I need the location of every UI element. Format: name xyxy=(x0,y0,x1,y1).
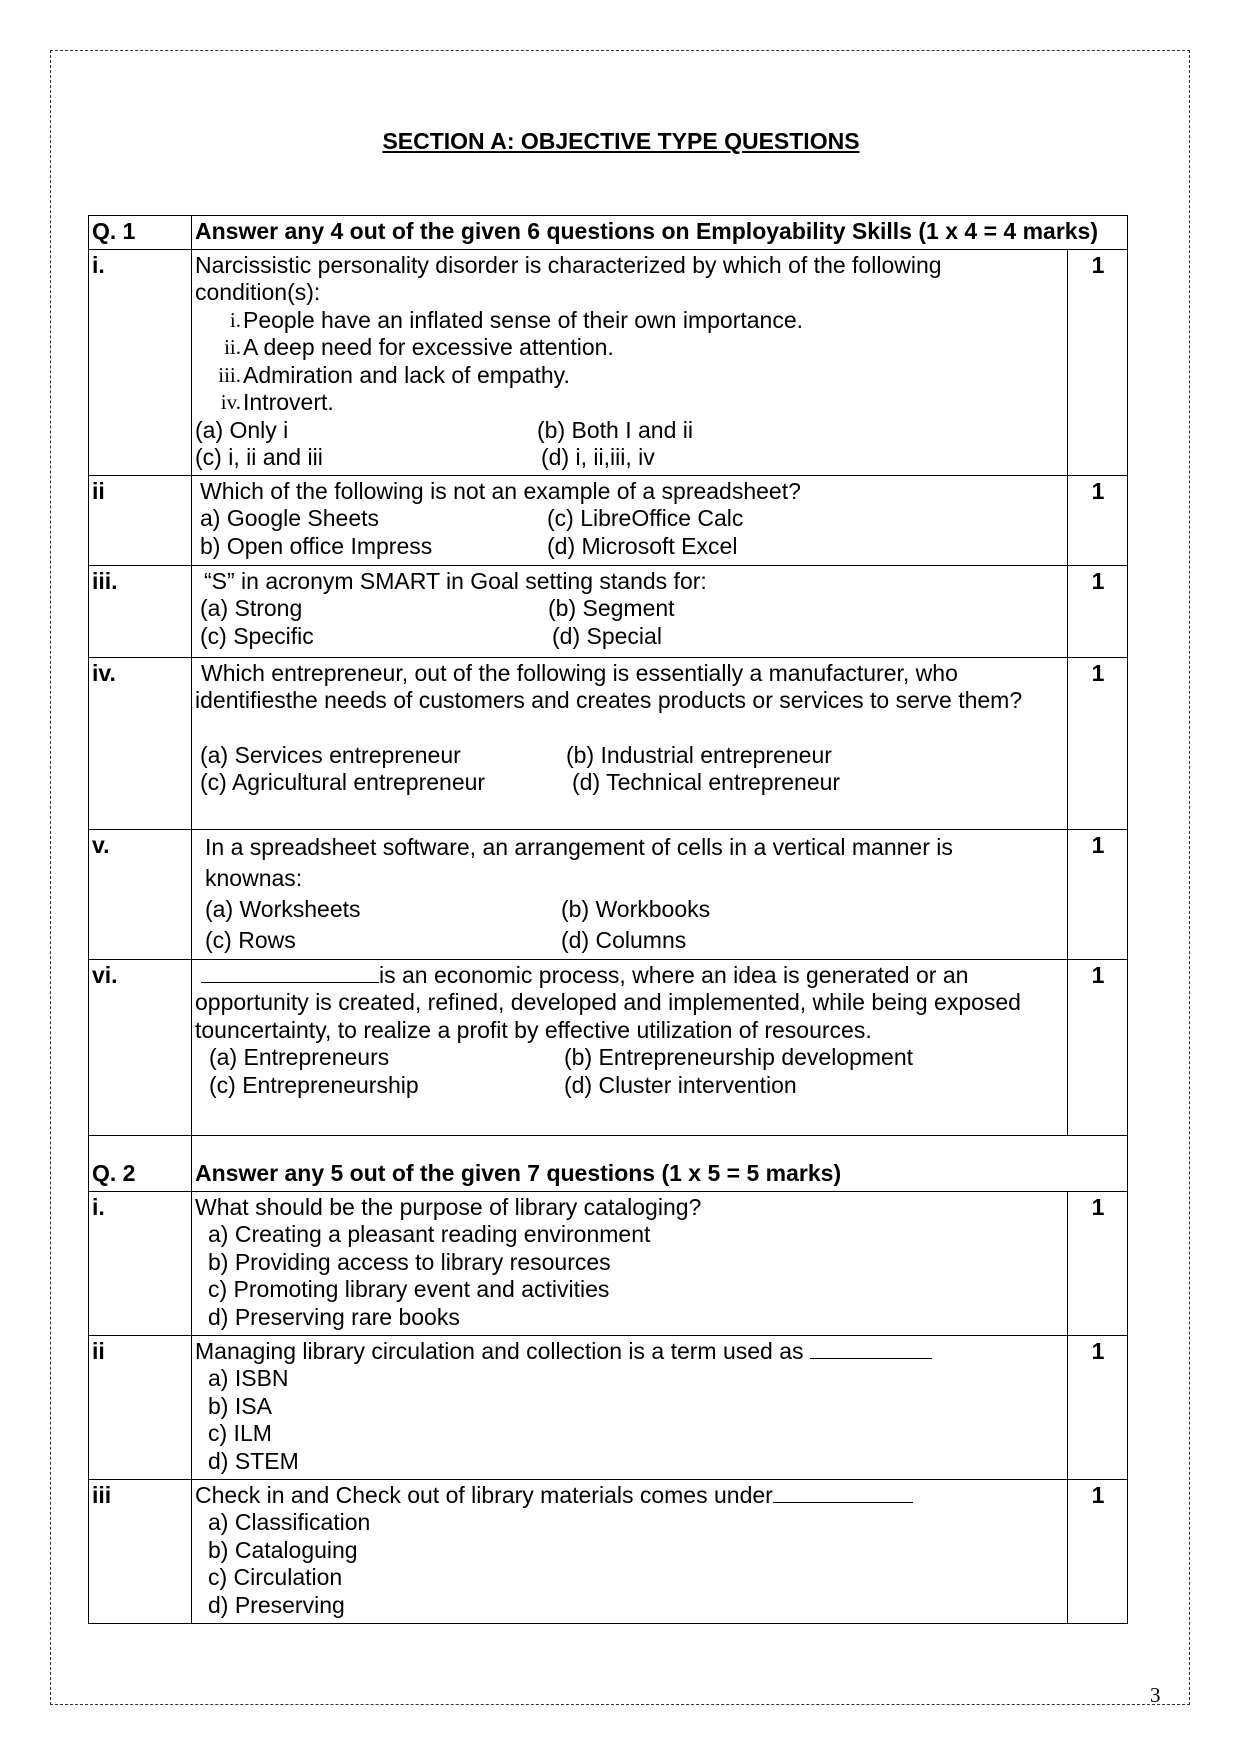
item-number: iii. xyxy=(89,565,192,657)
marks: 1 xyxy=(1067,565,1127,657)
question-body xyxy=(192,249,1068,475)
option: b) Cataloguing xyxy=(208,1536,358,1563)
option: (a) Strong xyxy=(200,595,303,621)
option: c) Circulation xyxy=(208,1564,343,1590)
option: b) ISA xyxy=(208,1392,272,1419)
option: b) Providing access to library resources xyxy=(208,1248,611,1275)
marks: 1 xyxy=(1067,1479,1127,1623)
section-title: SECTION A: OBJECTIVE TYPE QUESTIONS xyxy=(382,128,860,154)
table-row xyxy=(89,959,1128,1135)
option: (d) Columns xyxy=(561,926,687,953)
option: (a) Services entrepreneur xyxy=(200,741,461,768)
option: a) ISBN xyxy=(208,1365,289,1391)
option: a) Google Sheets xyxy=(200,505,380,531)
item-number: i. xyxy=(89,1191,192,1335)
option: (b) Industrial entrepreneur xyxy=(566,741,832,768)
question-heading: Answer any 5 out of the given 7 questions (1 x 5 = 5 marks) xyxy=(192,1135,1128,1191)
option: (d) Technical entrepreneur xyxy=(572,769,841,795)
table-row xyxy=(89,249,1128,475)
table-row xyxy=(89,1191,1128,1335)
item-number: ii xyxy=(89,1335,192,1479)
page-number: 3 xyxy=(1150,1683,1161,1707)
question-body xyxy=(192,1479,1068,1623)
option: (d) Cluster intervention xyxy=(564,1071,797,1098)
table-row xyxy=(89,657,1128,829)
question-body xyxy=(192,1335,1068,1479)
option: d) Preserving rare books xyxy=(208,1303,460,1330)
statement: ii. A deep need for excessive attention. xyxy=(224,334,614,360)
table-row xyxy=(89,1335,1128,1479)
marks: 1 xyxy=(1067,829,1127,959)
option: (b) Entrepreneurship development xyxy=(564,1044,914,1070)
statement: iv. Introvert. xyxy=(220,389,334,415)
table-row xyxy=(89,475,1128,565)
item-number: iv. xyxy=(89,657,192,829)
option-row xyxy=(200,505,1065,533)
question-body xyxy=(192,475,1068,565)
question-number: Q. 1 xyxy=(89,216,192,250)
option-row xyxy=(195,444,1065,472)
option-row xyxy=(195,1044,1065,1072)
option: (c) LibreOffice Calc xyxy=(547,505,744,531)
option: (c) i, ii and iii xyxy=(195,444,323,470)
option-row xyxy=(205,894,1065,925)
option: (a) Worksheets xyxy=(205,895,361,922)
question-stem: In a spreadsheet software, an arrangement of cells in a vertical manner is knownas: xyxy=(205,833,953,891)
question-stem: Narcissistic personality disorder is characterized by which of the following condition(s): xyxy=(195,251,942,305)
option: a) Creating a pleasant reading environment xyxy=(208,1221,651,1247)
marks: 1 xyxy=(1067,1191,1127,1335)
question-body xyxy=(192,829,1068,959)
marks: 1 xyxy=(1067,1335,1127,1479)
answer-blank xyxy=(201,962,379,983)
answer-blank xyxy=(810,1338,932,1359)
marks: 1 xyxy=(1067,475,1127,565)
item-number: vi. xyxy=(89,959,192,1135)
option-row xyxy=(195,769,1065,797)
question-body xyxy=(192,657,1068,829)
table-row xyxy=(89,1479,1128,1623)
option: (a) Only i xyxy=(195,416,289,443)
question-stem: Which of the following is not an example of a spreadsheet? xyxy=(200,477,801,504)
option: (b) Both I and ii xyxy=(537,416,693,443)
question-number: Q. 2 xyxy=(89,1135,192,1191)
question-stem: is an economic process, where an idea is generated or an opportunity is created, refined, developed and implemented, while being exposed touncertainty, to realize a profit by effective utilization of resources. xyxy=(195,961,1021,1043)
option-row xyxy=(200,533,1065,561)
question-table xyxy=(88,215,1128,1624)
option: c) ILM xyxy=(208,1420,272,1446)
answer-blank xyxy=(773,1482,913,1503)
table-row xyxy=(89,829,1128,959)
question-stem: What should be the purpose of library cataloging? xyxy=(195,1193,702,1220)
option-row xyxy=(195,417,1065,445)
marks: 1 xyxy=(1067,249,1127,475)
option: (c) Rows xyxy=(205,926,296,953)
option: d) STEM xyxy=(208,1447,299,1474)
item-number: ii xyxy=(89,475,192,565)
option-row xyxy=(195,1072,1065,1100)
option: (b) Workbooks xyxy=(561,895,711,922)
option: c) Promoting library event and activities xyxy=(208,1276,610,1302)
option: (c) Agricultural entrepreneur xyxy=(200,769,486,795)
option: (d) Special xyxy=(552,622,662,649)
option: d) Preserving xyxy=(208,1591,345,1618)
option: b) Open office Impress xyxy=(200,532,433,559)
item-number: v. xyxy=(89,829,192,959)
question-stem: Check in and Check out of library materials comes under xyxy=(195,1482,1065,1510)
question-stem: Which entrepreneur, out of the following is essentially a manufacturer, who identifiesthe needs of customers and creates products or services to serve them? xyxy=(195,659,1023,713)
marks: 1 xyxy=(1067,657,1127,829)
option: a) Classification xyxy=(208,1509,371,1535)
table-row xyxy=(89,565,1128,657)
statement: i. People have an inflated sense of their own importance. xyxy=(229,306,804,333)
question-stem: “S” in acronym SMART in Goal setting stands for: xyxy=(204,567,707,594)
option-row xyxy=(205,925,1065,956)
option: (d) Microsoft Excel xyxy=(547,532,738,559)
marks: 1 xyxy=(1067,959,1127,1135)
q2-header-row xyxy=(89,1135,1128,1191)
option-row xyxy=(200,595,1065,623)
question-heading: Answer any 4 out of the given 6 questions on Employability Skills (1 x 4 = 4 marks) xyxy=(192,216,1128,250)
statement: iii. Admiration and lack of empathy. xyxy=(218,361,570,388)
item-number: i. xyxy=(89,249,192,475)
option: (b) Segment xyxy=(548,595,675,621)
question-stem: Managing library circulation and collection is a term used as xyxy=(195,1338,1065,1366)
question-body xyxy=(192,1191,1068,1335)
item-number: iii xyxy=(89,1479,192,1623)
option-row xyxy=(200,623,1065,651)
option-row xyxy=(195,742,1065,770)
q1-header-row xyxy=(89,216,1128,250)
option: (d) i, ii,iii, iv xyxy=(541,444,655,470)
question-body xyxy=(192,565,1068,657)
option: (a) Entrepreneurs xyxy=(209,1044,390,1070)
option: (c) Specific xyxy=(200,622,314,649)
question-body xyxy=(192,959,1068,1135)
option: (c) Entrepreneurship xyxy=(209,1071,419,1098)
